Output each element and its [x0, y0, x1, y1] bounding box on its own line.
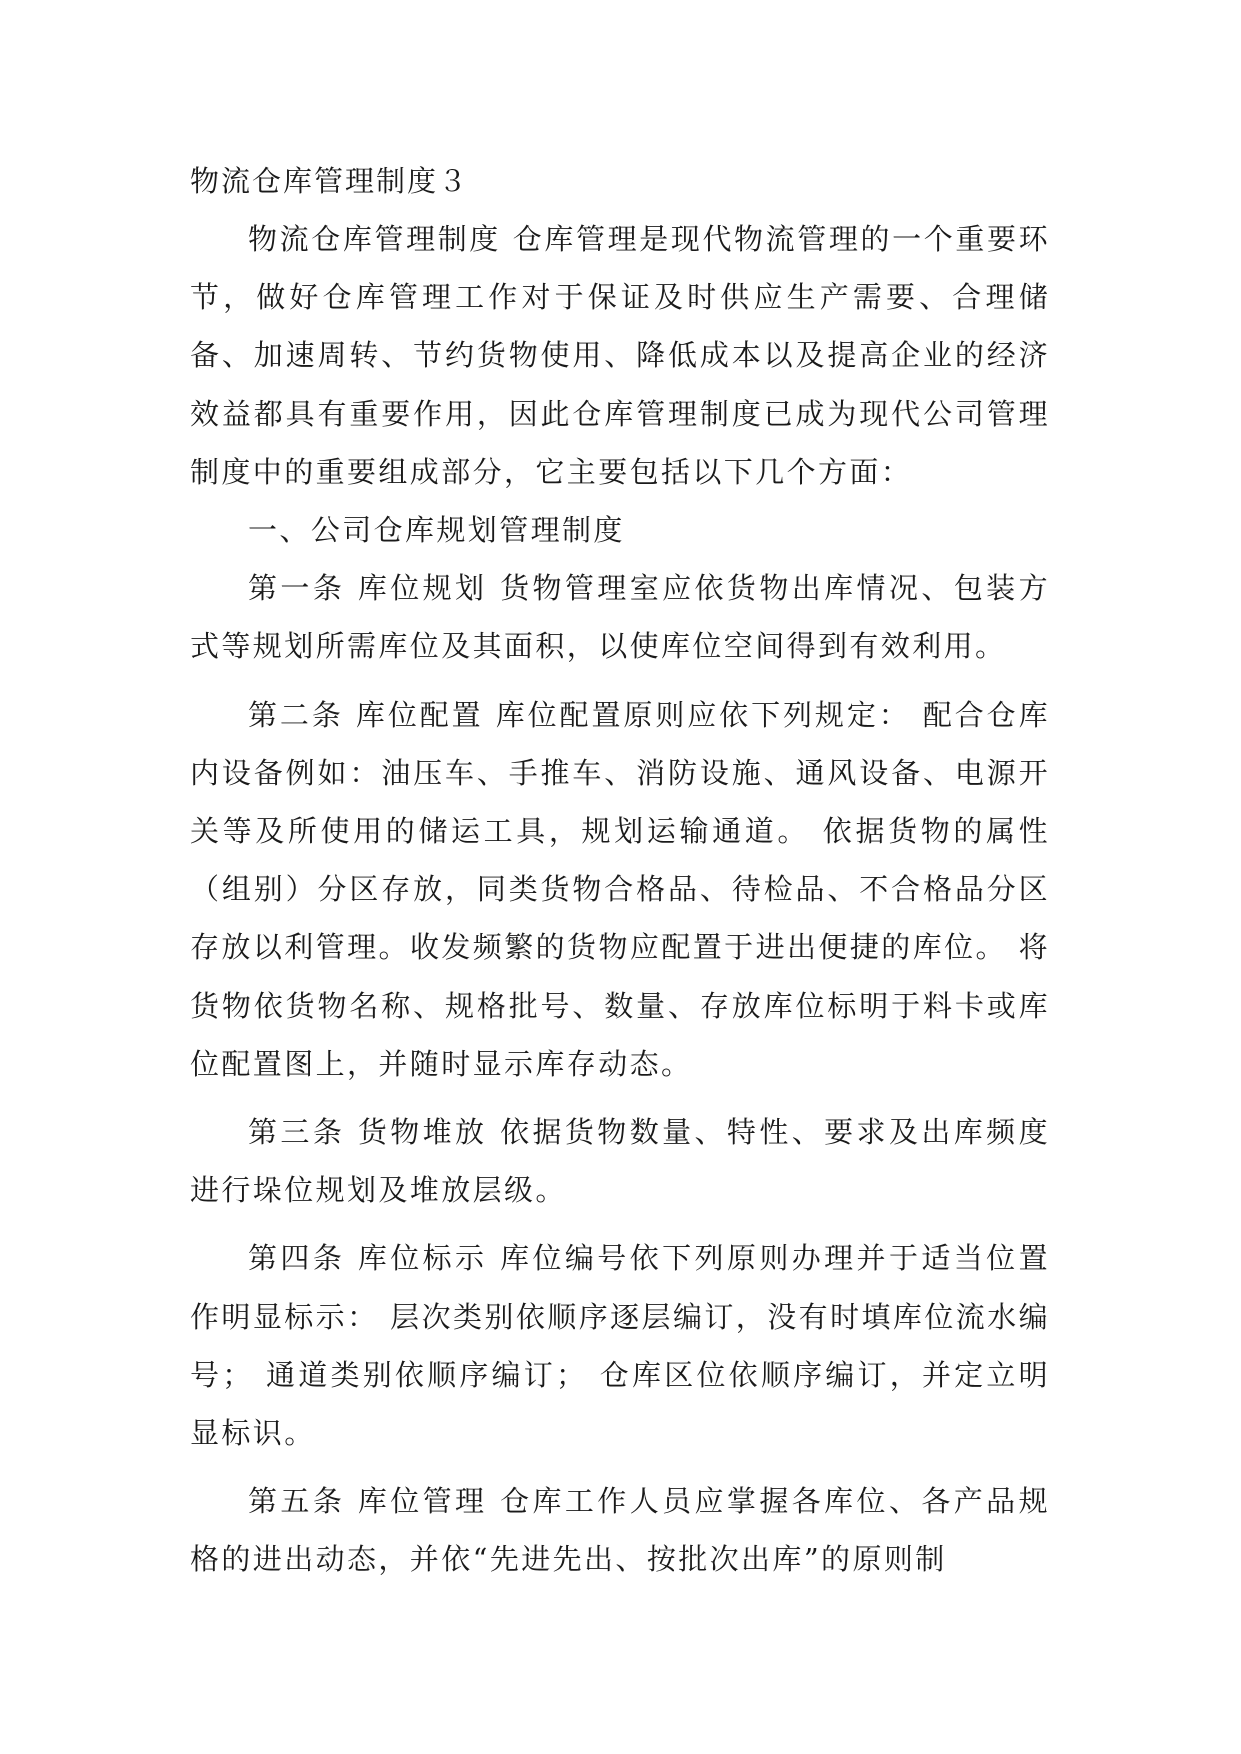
intro-paragraph: 物流仓库管理制度 仓库管理是现代物流管理的一个重要环节，做好仓库管理工作对于保证及时供应生产需要、合理储备、加速周转、节约货物使用、降低成本以及提高企业的经济效益都具有重要作用，因此仓库管理制度已成为现代公司管理制度中的重要组成部分，它主要包括以下几个方面：	[190, 222, 1050, 489]
article-3-paragraph: 第三条 货物堆放 依据货物数量、特性、要求及出库频度进行垛位规划及堆放层级。	[190, 1115, 1050, 1208]
article-1-paragraph: 第一条 库位规划 货物管理室应依货物出库情况、包装方式等规划所需库位及其面积，以使库位空间得到有效利用。	[190, 571, 1050, 664]
section-heading: 一、公司仓库规划管理制度	[248, 513, 625, 548]
document-body	[190, 152, 1050, 1589]
article-2-paragraph: 第二条 库位配置 库位配置原则应依下列规定： 配合仓库内设备例如：油压车、手推车、消防设施、通风设备、电源开关等及所使用的储运工具，规划运输通道。 依据货物的属性（组别）分区存放，同类货物合格品、待检品、不合格品分区存放以利管理。收发频繁的货物应配置于进出便捷的库位。 将货物依货物名称、规格批号、数量、存放库位标明于料卡或库位配置图上，并随时显示库存动态。	[190, 697, 1050, 1081]
document-title: 物流仓库管理制度３	[190, 164, 470, 198]
article-5-paragraph: 第五条 库位管理 仓库工作人员应掌握各库位、各产品规格的进出动态，并依“先进先出、按批次出库”的原则制	[190, 1484, 1050, 1577]
article-4-paragraph: 第四条 库位标示 库位编号依下列原则办理并于适当位置作明显标示： 层次类别依顺序逐层编订，没有时填库位流水编号； 通道类别依顺序编订； 仓库区位依顺序编订，并定立明显标识。	[190, 1241, 1050, 1451]
